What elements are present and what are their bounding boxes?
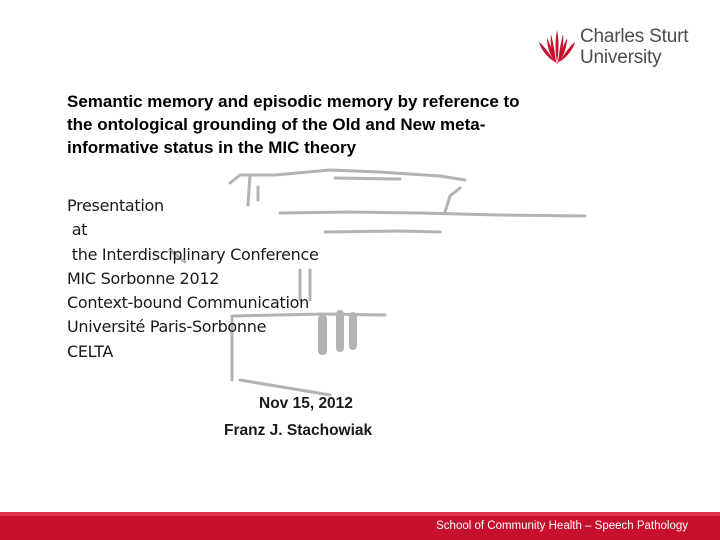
title-line: informative status in the MIC theory	[67, 138, 357, 157]
presentation-details	[67, 194, 319, 364]
presentation-title	[67, 90, 627, 159]
author-name: Franz J. Stachowiak	[224, 422, 373, 439]
detail-line: CELTA	[67, 341, 113, 361]
detail-line: Université Paris-Sorbonne	[67, 317, 267, 337]
detail-line: Presentation	[67, 196, 164, 215]
detail-line: MIC Sorbonne 2012	[67, 268, 220, 288]
presentation-date: Nov 15, 2012	[259, 395, 353, 412]
footer-accent-strip	[0, 512, 720, 516]
detail-line: Context-bound Communication	[67, 293, 309, 313]
footer-school-name: School of Community Health – Speech Pathology	[436, 520, 688, 532]
university-name	[580, 26, 688, 68]
university-logo	[538, 22, 708, 72]
waratah-flower-icon	[538, 28, 576, 66]
logo-line-2: University	[580, 47, 662, 68]
detail-line: at	[67, 220, 88, 240]
detail-line: the Interdisciplinary Conference	[67, 244, 319, 264]
title-line: Semantic memory and episodic memory by reference to	[67, 92, 520, 111]
title-line: the ontological grounding of the Old and New meta-	[67, 115, 486, 134]
logo-line-1: Charles Sturt	[580, 26, 689, 47]
